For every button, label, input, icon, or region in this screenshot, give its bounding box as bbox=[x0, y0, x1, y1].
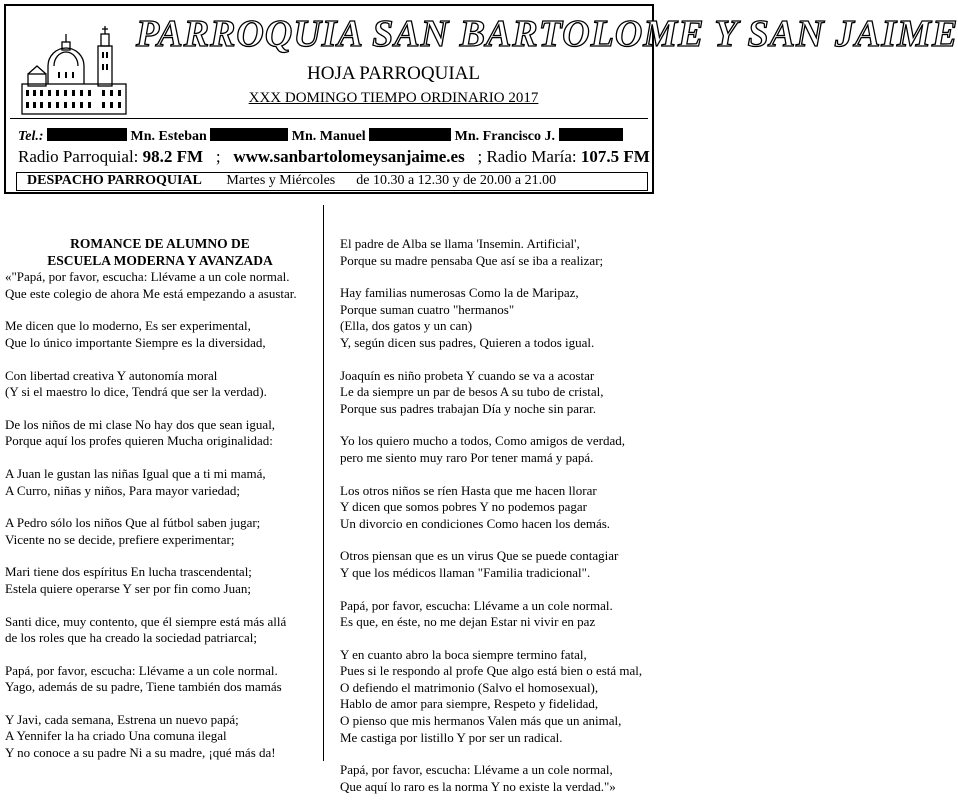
church-illustration bbox=[18, 24, 130, 120]
poem-line: O defiendo el matrimonio (Salvo el homosexual), bbox=[340, 679, 599, 695]
right-stanzas bbox=[340, 236, 656, 795]
poem-line: de los roles que ha creado la sociedad patriarcal; bbox=[5, 630, 257, 646]
poem-line: Y que los médicos llaman "Familia tradicional". bbox=[340, 564, 591, 580]
poem-line: Le da siempre un par de besos A su tubo de cristal, bbox=[340, 384, 604, 400]
radio-line bbox=[18, 147, 650, 167]
priest-name: Mn. Francisco J. bbox=[454, 129, 555, 144]
radio-frequency: 98.2 FM bbox=[142, 147, 204, 166]
poem-stanza bbox=[340, 285, 656, 351]
poem-stanza bbox=[340, 236, 656, 269]
poem-stanza bbox=[5, 614, 315, 647]
poem-stanza bbox=[5, 417, 315, 450]
poem-line: (Y si el maestro lo dice, Tendrá que ser la verdad). bbox=[5, 384, 267, 400]
poem-stanza bbox=[5, 368, 315, 401]
poem-stanza bbox=[5, 318, 315, 351]
poem-line: Santi dice, muy contento, que él siempre está más allá bbox=[5, 613, 287, 629]
poem-line: Y dicen que somos pobres Y no podemos pagar bbox=[340, 499, 587, 515]
poem-line: Que aquí lo raro es la norma Y no existe la verdad."» bbox=[340, 778, 616, 794]
poem-line: Papá, por favor, escucha: Llévame a un cole normal. bbox=[340, 597, 613, 613]
poem-line: Otros piensan que es un virus Que se puede contagiar bbox=[340, 548, 619, 564]
parish-header bbox=[4, 4, 958, 194]
poem-stanza bbox=[340, 762, 656, 795]
poem-stanza bbox=[340, 433, 656, 466]
redacted-surname bbox=[559, 128, 623, 141]
poem-line: Porque aquí los profes quieren Mucha originalidad: bbox=[5, 433, 273, 449]
poem-line: Pues si le respondo al profe Que algo está bien o está mal, bbox=[340, 663, 643, 679]
poem-stanza bbox=[5, 663, 315, 696]
redacted-phone bbox=[47, 128, 127, 141]
poem-line: Papá, por favor, escucha: Llévame a un cole normal, bbox=[340, 762, 613, 778]
contact-line bbox=[18, 128, 623, 145]
poem-stanza bbox=[340, 647, 656, 747]
poem-stanza bbox=[340, 598, 656, 631]
poem-stanza bbox=[5, 515, 315, 548]
office-days: Martes y Miércoles bbox=[226, 173, 336, 188]
poem-title: ESCUELA MODERNA Y AVANZADA bbox=[47, 252, 273, 268]
poem-line: Mari tiene dos espíritus En lucha trascendental; bbox=[5, 564, 252, 580]
poem-line: Hablo de amor para siempre, Respeto y fidelidad, bbox=[340, 696, 599, 712]
poem-line: Los otros niños se ríen Hasta que me hacen llorar bbox=[340, 482, 597, 498]
poem-stanza bbox=[340, 483, 656, 533]
poem-line: Y no conoce a su padre Ni a su madre, ¡qué más da! bbox=[5, 745, 276, 761]
office-hours-box bbox=[16, 172, 648, 191]
office-hours: de 10.30 a 12.30 y de 20.00 a 21.00 bbox=[356, 173, 557, 188]
poem-line: Yo los quiero mucho a todos, Como amigos de verdad, bbox=[340, 433, 626, 449]
radio-maria-frequency: 107.5 FM bbox=[580, 147, 650, 166]
poem-right-column bbox=[340, 236, 656, 811]
poem-line: Estela quiere operarse Y ser por fin como Juan; bbox=[5, 580, 251, 596]
poem-line: Un divorcio en condiciones Como hacen los demás. bbox=[340, 515, 611, 531]
poem-line: A Juan le gustan las niñas Igual que a ti mi mamá, bbox=[5, 465, 266, 481]
poem-line: Es que, en éste, no me dejan Estar ni vivir en paz bbox=[340, 614, 596, 630]
poem-line: O pienso que mis hermanos Valen más que un animal, bbox=[340, 713, 622, 729]
poem-stanza bbox=[5, 712, 315, 762]
poem-line: Yago, además de su padre, Tiene también dos mamás bbox=[5, 679, 282, 695]
redacted-surname bbox=[210, 128, 288, 141]
bulletin-title: HOJA PARROQUIAL bbox=[307, 63, 480, 84]
priest-name: Mn. Esteban bbox=[130, 129, 207, 144]
left-stanzas bbox=[5, 269, 315, 761]
poem-line: El padre de Alba se llama 'Insemin. Artificial', bbox=[340, 236, 580, 251]
website-link[interactable]: www.sanbartolomeysanjaime.es bbox=[233, 147, 465, 166]
poem-line: A Pedro sólo los niños Que al fútbol saben jugar; bbox=[5, 515, 261, 531]
poem-line: «"Papá, por favor, escucha: Llévame a un cole normal. bbox=[5, 269, 290, 285]
parish-title: PARROQUIA SAN BARTOLOME Y SAN JAIME bbox=[136, 13, 958, 55]
poem-line: A Curro, niñas y niños, Para mayor variedad; bbox=[5, 482, 241, 498]
redacted-surname bbox=[369, 128, 451, 141]
poem-line: Vicente no se decide, prefiere experimentar; bbox=[5, 531, 235, 547]
poem-stanza bbox=[5, 564, 315, 597]
poem-line: Y, según dicen sus padres, Quieren a todos igual. bbox=[340, 334, 595, 350]
poem-title: ROMANCE DE ALUMNO DE bbox=[70, 236, 250, 251]
poem-line: De los niños de mi clase No hay dos que sean igual, bbox=[5, 416, 276, 432]
poem-line: Que este colegio de ahora Me está empezando a asustar. bbox=[5, 285, 297, 301]
separator: ; bbox=[477, 147, 483, 166]
poem-stanza bbox=[340, 368, 656, 418]
poem-line: Con libertad creativa Y autonomía moral bbox=[5, 367, 218, 383]
poem-line: Porque sus padres trabajan Día y noche sin parar. bbox=[340, 400, 596, 416]
poem-line: Que lo único importante Siempre es la diversidad, bbox=[5, 334, 266, 350]
poem-line: Y Javi, cada semana, Estrena un nuevo papá; bbox=[5, 711, 239, 727]
column-divider bbox=[323, 205, 324, 761]
office-label: DESPACHO PARROQUIAL bbox=[27, 173, 202, 188]
divider-line bbox=[10, 118, 648, 119]
tel-label: Tel.: bbox=[18, 129, 44, 144]
poem-left-column bbox=[5, 236, 315, 778]
radio-maria-label: Radio María: bbox=[486, 147, 577, 166]
poem-line: (Ella, dos gatos y un can) bbox=[340, 318, 473, 334]
poem-line: Papá, por favor, escucha: Llévame a un cole normal. bbox=[5, 662, 278, 678]
radio-label: Radio Parroquial: bbox=[18, 147, 139, 166]
poem-line: Porque suman cuatro "hermanos" bbox=[340, 301, 515, 317]
poem-stanza bbox=[340, 548, 656, 581]
poem-line: A Yennifer la ha criado Una comuna ilegal bbox=[5, 728, 227, 744]
priest-name: Mn. Manuel bbox=[291, 129, 366, 144]
poem-line: Y en cuanto abro la boca siempre termino fatal, bbox=[340, 646, 587, 662]
poem-line: Me castiga por listillo Y por ser un radical. bbox=[340, 729, 563, 745]
poem-line: Joaquín es niño probeta Y cuando se va a acostar bbox=[340, 367, 595, 383]
poem-line: pero me siento muy raro Por tener mamá y papá. bbox=[340, 449, 594, 465]
poem-line: Porque su madre pensaba Que así se iba a realizar; bbox=[340, 252, 604, 268]
separator: ; bbox=[215, 147, 221, 166]
poem-stanza bbox=[5, 466, 315, 499]
poem-line: Me dicen que lo moderno, Es ser experimental, bbox=[5, 318, 251, 334]
poem-stanza bbox=[5, 269, 315, 302]
poem-line: Hay familias numerosas Como la de Maripaz, bbox=[340, 285, 579, 301]
liturgical-sunday: XXX DOMINGO TIEMPO ORDINARIO 2017 bbox=[248, 90, 539, 106]
